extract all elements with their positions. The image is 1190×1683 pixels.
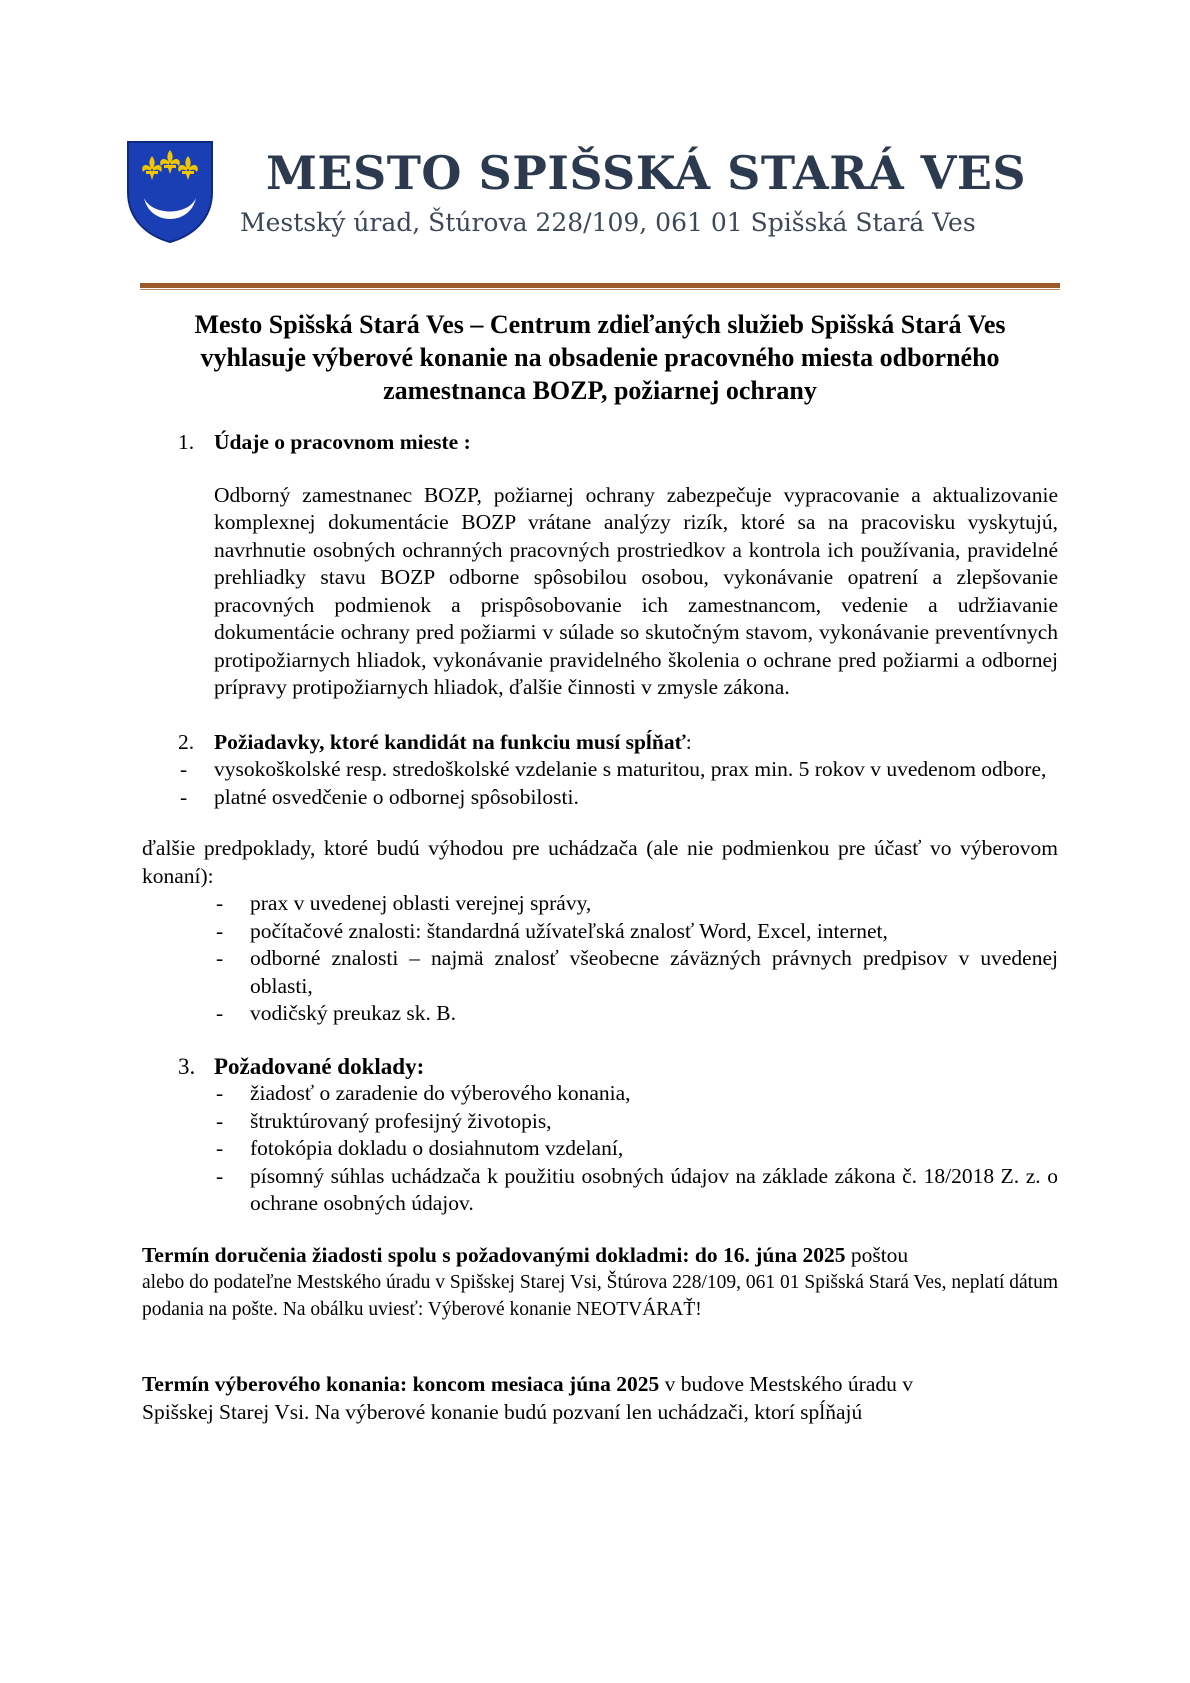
section-3-title xyxy=(142,1053,1058,1081)
document-headline xyxy=(142,308,1058,407)
section-2-title-suffix: : xyxy=(685,729,692,754)
selection-rest: v budove Mestského úradu v Spišskej Starej Vsi. Na výberové konanie budú pozvaní len uchádzači, ktorí spĺňajú xyxy=(142,1372,914,1424)
advantages-intro: ďalšie predpoklady, ktoré budú výhodou pre uchádzača (ale nie podmienkou pre účasť vo výberovom konaní): xyxy=(142,836,1058,888)
job-description: Odborný zamestnanec BOZP, požiarnej ochrany zabezpečuje vypracovanie a aktualizovanie komplexnej dokumentácie BOZP vrátane analýzy rizík, ktoré sa na pracovisku vyskytujú, navrhnutie osobných ochranných pracovných prostriedkov a kontrola ich používania, pravidelné prehliadky stavu BOZP odborne spôsobilou osobou, vykonávanie opatrení a zlepšovanie pracovných podmienok a prispôsobovanie ich zamestnancom, vedenie a udržiavanie dokumentácie ochrany pred požiarmi v súlade so skutočným stavom, vykonávanie preventívnych protipožiarnych hliadok, vykonávanie pravidelného školenia o ochrane pred požiarmi a odbornej prípravy protipožiarnych hliadok, ďalšie činnosti v zmysle zákona. xyxy=(214,482,1058,699)
section-2-number: 2. xyxy=(178,729,195,754)
list-item: - vysokoškolské resp. stredoškolské vzdelanie s maturitou, prax min. 5 rokov v uvedenom odbore, xyxy=(142,756,1058,784)
section-1-number: 1. xyxy=(178,430,195,454)
header-divider xyxy=(140,283,1060,288)
document-body xyxy=(142,308,1058,1426)
list-item: - žiadosť o zaradenie do výberového konania, xyxy=(142,1080,1058,1108)
headline-line-3: zamestnanca BOZP, požiarnej ochrany xyxy=(383,376,817,405)
list-item: - platné osvedčenie o odbornej spôsobilosti. xyxy=(142,784,1058,812)
list-item: - vodičský preukaz sk. B. xyxy=(142,1000,1058,1028)
list-item: - počítačové znalosti: štandardná užívateľská znalosť Word, Excel, internet, xyxy=(142,918,1058,946)
section-2-title-text: Požiadavky, ktoré kandidát na funkciu musí spĺňať xyxy=(214,729,686,754)
list-item: - štruktúrovaný profesijný životopis, xyxy=(142,1108,1058,1136)
city-crest-icon xyxy=(126,140,214,244)
requirements-list xyxy=(142,756,1058,811)
city-name: MESTO SPIŠSKÁ STARÁ VES xyxy=(266,146,1027,200)
deadline-details: alebo do podateľne Mestského úradu v Spišskej Starej Vsi, Štúrova 228/109, 061 01 Spišská Stará Ves, neplatí dátum podania na pošte. Na obálku uviesť: Výberové konanie NEOTVÁRAŤ! xyxy=(142,1272,1059,1320)
deadline-paragraph xyxy=(142,1242,1058,1270)
section-1-title xyxy=(142,429,1058,457)
header-divider-thin xyxy=(140,289,1060,290)
list-item: - odborné znalosti – najmä znalosť všeobecne záväzných právnych predpisov v uvedenej oblasti, xyxy=(142,945,1058,1000)
selection-bold: Termín výberového konania: koncom mesiaca júna 2025 xyxy=(142,1372,660,1396)
required-documents-list xyxy=(142,1080,1058,1218)
advantages-list xyxy=(142,890,1058,1028)
section-3-title-text: Požadované doklady: xyxy=(214,1053,425,1079)
city-address: Mestský úrad, Štúrova 228/109, 061 01 Spišská Stará Ves xyxy=(240,208,976,237)
headline-line-2: vyhlasuje výberové konanie na obsadenie pracovného miesta odborného xyxy=(200,343,1000,372)
list-item: - fotokópia dokladu o dosiahnutom vzdelaní, xyxy=(142,1135,1058,1163)
headline-line-1: Mesto Spišská Stará Ves – Centrum zdieľaných služieb Spišská Stará Ves xyxy=(194,310,1006,339)
section-2-title xyxy=(142,729,1058,757)
selection-paragraph xyxy=(142,1371,942,1426)
section-3-number: 3. xyxy=(178,1053,196,1079)
letterhead xyxy=(126,140,1061,250)
list-item: - prax v uvedenej oblasti verejnej správy, xyxy=(142,890,1058,918)
list-item: - písomný súhlas uchádzača k použitiu osobných údajov na základe zákona č. 18/2018 Z. z. o ochrane osobných údajov. xyxy=(142,1163,1058,1218)
deadline-after-bold: poštou xyxy=(845,1242,909,1267)
deadline-bold: Termín doručenia žiadosti spolu s požadovanými dokladmi: do 16. júna 2025 xyxy=(142,1242,846,1267)
section-1-title-text: Údaje o pracovnom mieste : xyxy=(214,430,471,454)
